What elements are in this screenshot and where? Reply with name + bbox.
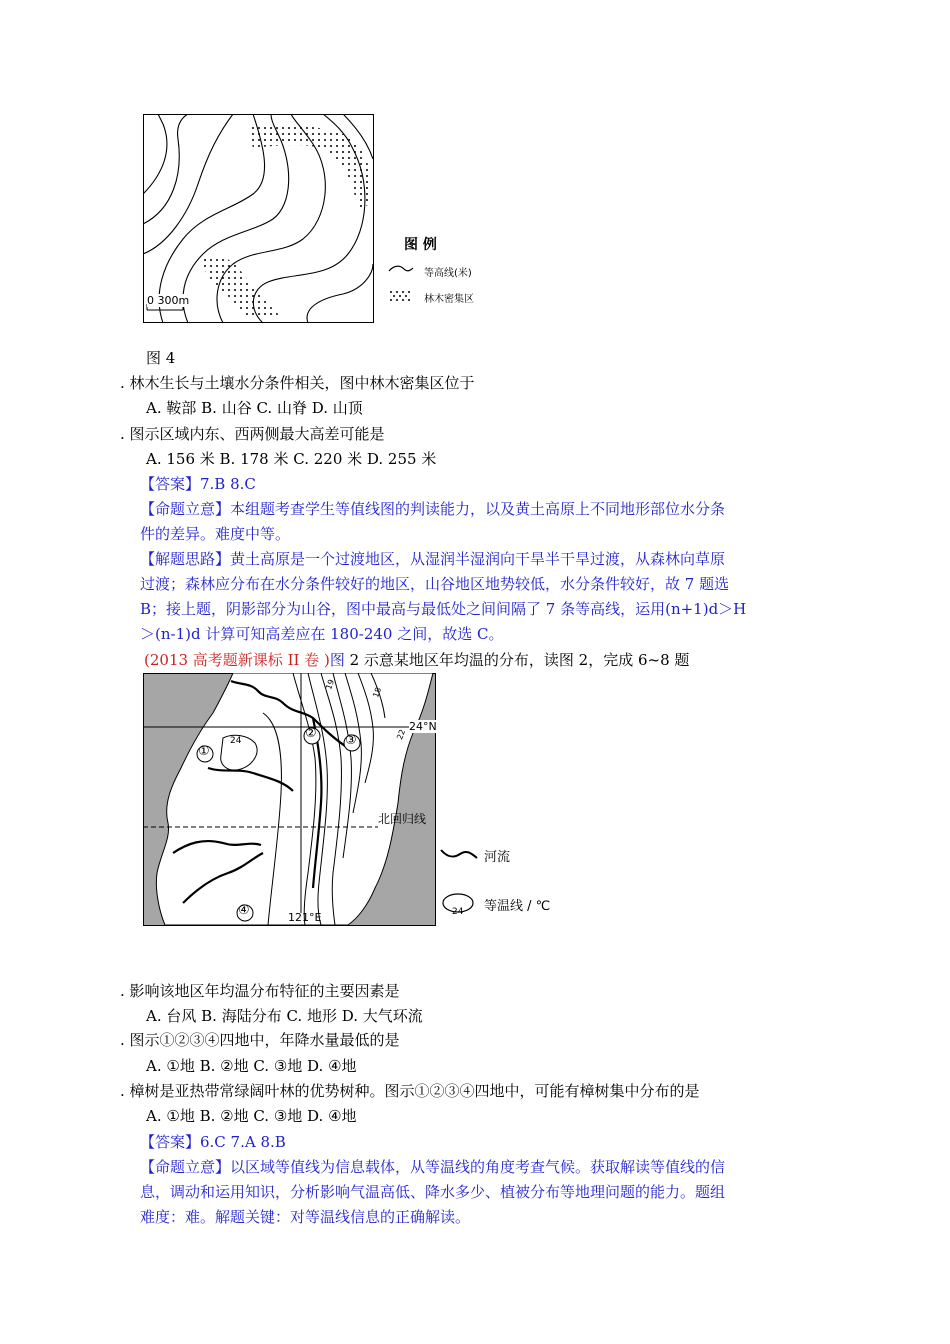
source-label: (2013 高考题新课标 II 卷 ) [144,651,330,669]
question-8b-stem: . 樟树是亚热带常绿阔叶林的优势树种。图示①②③④四地中，可能有樟树集中分布的是 [120,1082,700,1100]
isotherm-24-label: 24 [230,736,242,746]
isotherm-18-label: 18 [371,686,384,699]
section-2-intro [144,650,689,670]
solution-1-line2: 过渡；森林应分布在水分条件较好的地区，山谷地区地势较低，水分条件较好，故 7 题选 [140,575,730,593]
forest-legend-icon [389,290,413,302]
question-6-stem: . 影响该地区年均温分布特征的主要因素是 [120,982,400,1000]
tropic-of-cancer-label: 北回归线 [378,812,427,826]
figure-4-contour-map [143,114,375,324]
isotherm-19-label: 19 [324,678,337,691]
question-8-stem: . 图示区域内东、西两侧最大高差可能是 [120,425,385,443]
longitude-121e-label: 121°E [288,911,322,924]
site-3-label: ③ [345,733,357,748]
legend-isotherm-label: 等温线 / ℃ [484,899,551,914]
question-6-options: A. 台风 B. 海陆分布 C. 地形 D. 大气环流 [146,1007,423,1025]
figure-4-legend-forest: 林木密集区 [424,294,474,305]
intent-2-line3: 难度：难。解题关键：对等温线信息的正确解读。 [140,1208,471,1226]
answer-2: 【答案】6.C 7.A 8.B [140,1133,286,1151]
intro-text: 2 示意某地区年均温的分布，读图 2，完成 6~8 题 [344,651,690,669]
question-7b-options: A. ①地 B. ②地 C. ③地 D. ④地 [146,1057,357,1075]
figure-2-isotherm-map [143,673,437,927]
isotherm-22-label: 22 [395,728,408,741]
intent-2-line1: 【命题立意】以区域等值线为信息载体，从等温线的角度考查气候。获取解读等值线的信 [140,1158,726,1176]
contour-line-legend-icon [388,264,414,274]
intent-1-line2: 件的差异。难度中等。 [140,525,291,543]
site-4-label: ④ [238,903,250,918]
intent-1-line1: 【命题立意】本组题考查学生等值线图的判读能力，以及黄土高原上不同地形部位水分条 [140,500,726,518]
question-7-stem: . 林木生长与土壤水分条件相关，图中林木密集区位于 [120,374,475,392]
figure-ref: 图 [329,651,345,669]
river-legend-icon [440,846,478,862]
question-8-options: A. 156 米 B. 178 米 C. 220 米 D. 255 米 [146,450,437,468]
solution-1-line4: ＞(n-1)d 计算可知高差应在 180-240 之间，故选 C。 [140,625,504,643]
figure-4-caption: 图 4 [146,349,176,367]
latitude-24n-label: 24°N [409,720,437,733]
figure-4-legend-contour: 等高线(米) [424,268,472,279]
question-8b-options: A. ①地 B. ②地 C. ③地 D. ④地 [146,1107,357,1125]
site-1-label: ① [198,744,210,759]
question-7b-stem: . 图示①②③④四地中，年降水量最低的是 [120,1031,400,1049]
figure-4-legend-title: 图 例 [404,237,437,253]
figure-4-scale-label: 0 300m [147,294,190,307]
intent-2-line2: 息，调动和运用知识，分析影响气温高低、降水多少、植被分布等地理问题的能力。题组 [140,1183,726,1201]
legend-isotherm-value: 24 [452,907,464,917]
site-2-label: ② [305,726,317,741]
solution-1-line3: B；接上题，阴影部分为山谷，图中最高与最低处之间间隔了 7 条等高线，运用(n+1)d＞H [140,600,747,618]
solution-1-line1: 【解题思路】黄土高原是一个过渡地区，从湿润半湿润向干旱半干旱过渡，从森林向草原 [140,550,726,568]
question-7-options: A. 鞍部 B. 山谷 C. 山脊 D. 山顶 [146,399,363,417]
answer-1: 【答案】7.B 8.C [140,475,256,493]
legend-river-label: 河流 [484,850,511,865]
